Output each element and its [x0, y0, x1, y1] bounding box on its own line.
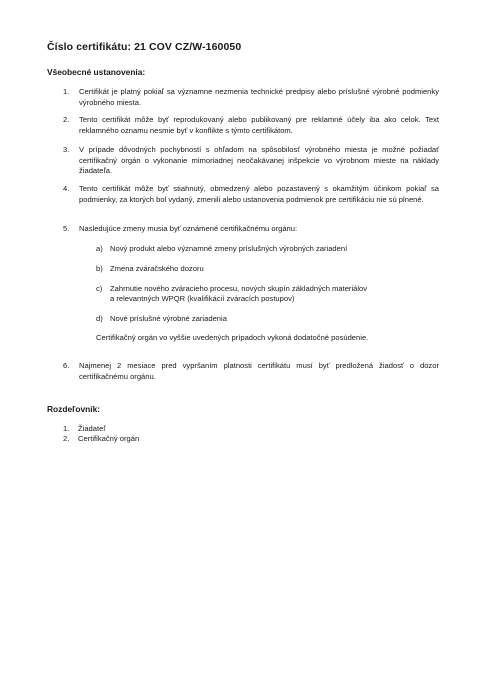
- certificate-number-title: Číslo certifikátu: 21 COV CZ/W-160050: [47, 41, 242, 53]
- item-number: 4.: [63, 184, 70, 193]
- item-number: 3.: [63, 145, 70, 154]
- provision-item-2: Tento certifikát môže byť reprodukovaný alebo publikovaný pre reklamné účely iba ako celok. Text reklamného oznamu nesmie byť v konflikte s týmto certifikátom.: [79, 115, 439, 135]
- distribution-item-applicant: Žiadateľ: [78, 424, 106, 433]
- item-number: 6.: [63, 361, 70, 370]
- sub-item-b: Zmena zváračského dozoru: [110, 264, 204, 273]
- provision-item-3: V prípade dôvodných pochybností s ohľadom na spôsobilosť výrobného miesta je možné požiadať certifikačný orgán o vykonanie mimoriadnej neočakávanej inšpekcie vo výrobnom mieste na náklady žiadateľa.: [79, 145, 439, 176]
- sub-item-letter: b): [96, 264, 103, 273]
- general-provisions-heading: Všeobecné ustanovenia:: [47, 67, 146, 77]
- distribution-number: 1.: [63, 424, 70, 433]
- provision-item-5: Nasledujúce zmeny musia byť oznámené certifikačnému orgánu:: [79, 224, 298, 233]
- sub-item-d: Nové príslušné výrobné zariadenia: [110, 314, 227, 323]
- sub-items-note: Certifikačný orgán vo vyššie uvedených prípadoch vykoná dodatočné posúdenie.: [96, 333, 369, 342]
- item-number: 2.: [63, 115, 70, 124]
- provision-item-1: Certifikát je platný pokiaľ sa významne nezmenia technické predpisy alebo príslušné výrobné podmienky výrobného miesta.: [79, 87, 439, 107]
- provision-item-4: Tento certifikát môže byť stiahnutý, obmedzený alebo pozastavený s okamžitým účinkom pokiaľ sa podmienky, za ktorých bol vydaný, zmenili alebo ustanovenia podmienok pre certifikáciu nie sú plnené.: [79, 184, 439, 204]
- item-number: 1.: [63, 87, 70, 96]
- sub-item-letter: a): [96, 244, 103, 253]
- sub-item-letter: d): [96, 314, 103, 323]
- provision-item-6: Najmenej 2 mesiace pred vypršaním platnosti certifikátu musí byť predložená žiadosť o dozor certifikačnému orgánu.: [79, 361, 439, 381]
- distribution-item-certification-body: Certifikačný orgán: [78, 434, 140, 443]
- distribution-number: 2.: [63, 434, 70, 443]
- sub-item-c-line2: a relevantných WPQR (kvalifikácií zváracích postupov): [110, 294, 295, 303]
- distribution-heading: Rozdeľovník:: [47, 404, 101, 414]
- sub-item-a: Nový produkt alebo významné zmeny príslušných výrobných zariadení: [110, 244, 348, 253]
- item-number: 5.: [63, 224, 70, 233]
- sub-item-c-line1: Zahrnutie nového zváracieho procesu, nových skupín základných materiálov: [110, 284, 368, 293]
- sub-item-letter: c): [96, 284, 103, 293]
